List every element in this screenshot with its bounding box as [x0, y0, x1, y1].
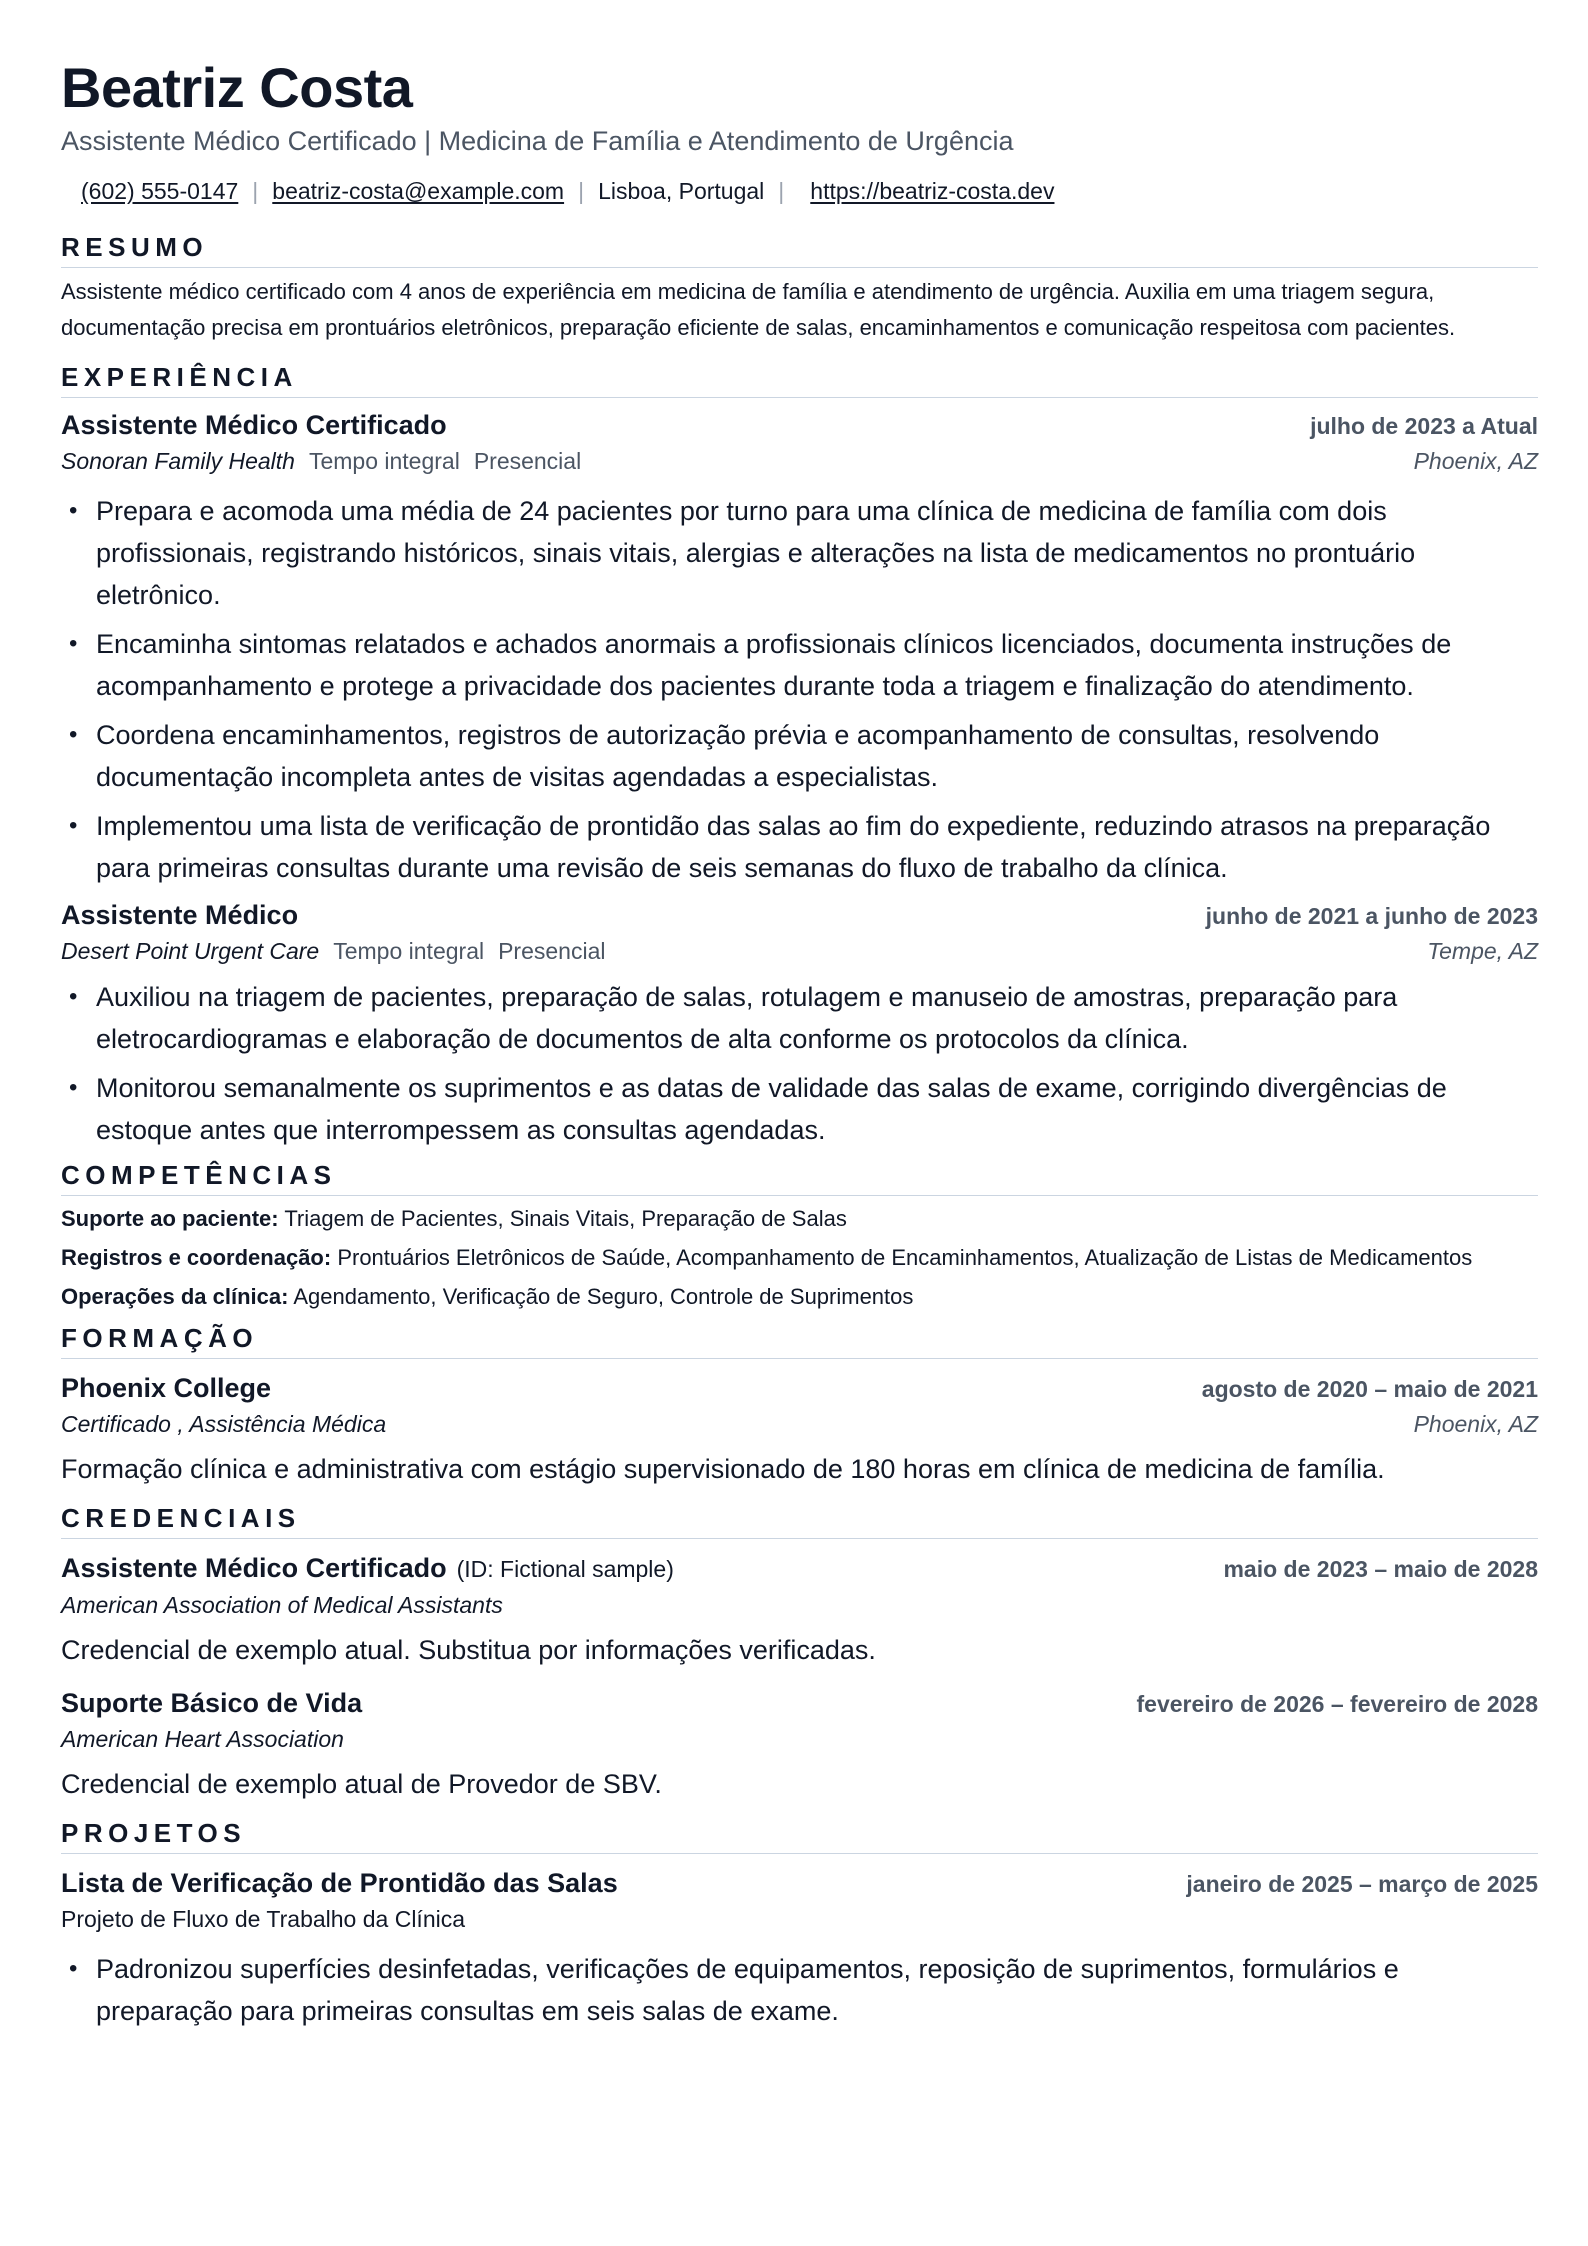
project-entry: [61, 1864, 1538, 2032]
skill-group: [61, 1282, 1538, 1312]
job-location: Phoenix, AZ: [1413, 448, 1538, 474]
contact-separator: |: [578, 178, 585, 204]
job-mode: Presencial: [473, 448, 582, 474]
section-title-skills: COMPETÊNCIAS: [61, 1158, 1538, 1196]
skills-list: [61, 1204, 1538, 1312]
credential-issuer: American Heart Association: [61, 1726, 344, 1752]
education-school: Phoenix College: [61, 1373, 272, 1403]
list-item: • Padronizou superfícies desinfetadas, verificações de equipamentos, reposição de suprimentos, formulários e preparação para primeiras consultas em seis salas de exame.: [61, 1948, 1538, 2032]
skill-group-label: Operações da clínica:: [61, 1284, 289, 1309]
section-title-credentials: CREDENCIAIS: [61, 1501, 1538, 1539]
credential-name-wrap: [61, 1549, 674, 1588]
job-header-row: [61, 406, 1538, 444]
location-text: Lisboa, Portugal: [598, 178, 765, 204]
education-location: Phoenix, AZ: [1413, 1411, 1538, 1437]
skill-group-label: Suporte ao paciente:: [61, 1206, 279, 1231]
list-item: • Auxiliou na triagem de pacientes, preparação de salas, rotulagem e manuseio de amostras, preparação para eletrocardiogramas e elaboração de documentos de alta conforme os protocolos da clínica.: [61, 976, 1538, 1060]
education-entry: [61, 1369, 1538, 1489]
job-mode: Presencial: [498, 938, 606, 964]
credential-id: (ID: Fictional sample): [456, 1556, 674, 1582]
job-type: Tempo integral: [308, 448, 460, 474]
credential-name: Assistente Médico Certificado: [61, 1553, 447, 1583]
credential-description: Credencial de exemplo atual. Substitua por informações verificadas.: [61, 1635, 876, 1665]
job-header-row: [61, 896, 1538, 934]
credential-issuer: American Association of Medical Assistants: [61, 1592, 503, 1618]
job-bullets: [61, 490, 1538, 889]
email-link[interactable]: beatriz-costa@example.com: [272, 178, 565, 204]
contact-separator: |: [252, 178, 259, 204]
education-header-row: [61, 1369, 1538, 1407]
credential-entry: [61, 1549, 1538, 1670]
job-entry: [61, 406, 1538, 889]
project-name: Lista de Verificação de Prontidão das Salas: [61, 1868, 618, 1898]
credential-header-row: [61, 1549, 1538, 1588]
list-item: • Monitorou semanalmente os suprimentos e as datas de validade das salas de exame, corrigindo divergências de estoque antes que interrompessem as consultas agendadas.: [61, 1067, 1538, 1151]
phone-link[interactable]: (602) 555-0147: [81, 178, 239, 204]
job-role: Assistente Médico: [61, 900, 299, 930]
project-dates: janeiro de 2025 – março de 2025: [1186, 1871, 1538, 1897]
section-title-experience: EXPERIÊNCIA: [61, 360, 1538, 398]
credential-dates: fevereiro de 2026 – fevereiro de 2028: [1136, 1691, 1538, 1717]
job-org: Sonoran Family Health: [61, 448, 295, 474]
job-entry: [61, 896, 1538, 1151]
skill-group-label: Registros e coordenação:: [61, 1245, 332, 1270]
job-location: Tempe, AZ: [1427, 938, 1538, 964]
education-description: Formação clínica e administrativa com estágio supervisionado de 180 horas em clínica de medicina de família.: [61, 1454, 1385, 1484]
project-subtitle: Projeto de Fluxo de Trabalho da Clínica: [61, 1906, 466, 1932]
education-sub-row: [61, 1407, 1538, 1441]
project-bullets: [61, 1948, 1538, 2032]
skill-group: [61, 1204, 1538, 1234]
contact-separator: |: [778, 178, 785, 204]
section-title-projects: PROJETOS: [61, 1816, 1538, 1854]
website-link[interactable]: https://beatriz-costa.dev: [810, 178, 1055, 204]
job-dates: julho de 2023 a Atual: [1310, 413, 1538, 439]
skill-group-items: Prontuários Eletrônicos de Saúde, Acompanhamento de Encaminhamentos, Atualização de Listas de Medicamentos: [337, 1245, 1473, 1270]
list-item: • Prepara e acomoda uma média de 24 pacientes por turno para uma clínica de medicina de família com dois profissionais, registrando históricos, sinais vitais, alergias e alterações na lista de medicamentos no prontuário eletrônico.: [61, 490, 1538, 616]
candidate-headline: Assistente Médico Certificado | Medicina de Família e Atendimento de Urgência: [61, 126, 1014, 156]
credential-header-row: [61, 1684, 1538, 1722]
job-role: Assistente Médico Certificado: [61, 410, 447, 440]
job-dates: junho de 2021 a junho de 2023: [1205, 903, 1538, 929]
candidate-name: Beatriz Costa: [61, 56, 413, 119]
section-title-summary: RESUMO: [61, 230, 1538, 268]
job-sub-row: [61, 444, 1538, 478]
job-bullets: [61, 976, 1538, 1151]
list-item: • Coordena encaminhamentos, registros de autorização prévia e acompanhamento de consultas, resolvendo documentação incompleta antes de visitas agendadas a especialistas.: [61, 714, 1538, 798]
education-degree: Certificado , Assistência Médica: [61, 1411, 387, 1437]
skill-group-items: Triagem de Pacientes, Sinais Vitais, Preparação de Salas: [284, 1206, 847, 1231]
resume-header: [61, 56, 1538, 208]
credential-name: Suporte Básico de Vida: [61, 1688, 363, 1718]
skill-group-items: Agendamento, Verificação de Seguro, Controle de Suprimentos: [293, 1284, 914, 1309]
project-header-row: [61, 1864, 1538, 1902]
skill-group: [61, 1243, 1538, 1273]
contact-line: [61, 174, 1538, 208]
summary-text: Assistente médico certificado com 4 anos de experiência em medicina de família e atendimento de urgência. Auxilia em uma triagem segura, documentação precisa em prontuários eletrônicos, preparação eficiente de salas, encaminhamentos e comunicação respeitosa com pacientes.: [61, 279, 1456, 340]
job-sub-row: [61, 934, 1538, 968]
job-org: Desert Point Urgent Care: [61, 938, 320, 964]
section-title-education: FORMAÇÃO: [61, 1321, 1538, 1359]
list-item: • Implementou uma lista de verificação de prontidão das salas ao fim do expediente, reduzindo atrasos na preparação para primeiras consultas durante uma revisão de seis semanas do fluxo de trabalho da clínica.: [61, 805, 1538, 889]
credential-dates: maio de 2023 – maio de 2028: [1223, 1556, 1538, 1582]
credential-description: Credencial de exemplo atual de Provedor de SBV.: [61, 1769, 662, 1799]
credential-entry: [61, 1684, 1538, 1804]
list-item: • Encaminha sintomas relatados e achados anormais a profissionais clínicos licenciados, documenta instruções de acompanhamento e protege a privacidade dos pacientes durante toda a triagem e finalização do atendimento.: [61, 623, 1538, 707]
job-type: Tempo integral: [333, 938, 485, 964]
education-dates: agosto de 2020 – maio de 2021: [1201, 1376, 1538, 1402]
